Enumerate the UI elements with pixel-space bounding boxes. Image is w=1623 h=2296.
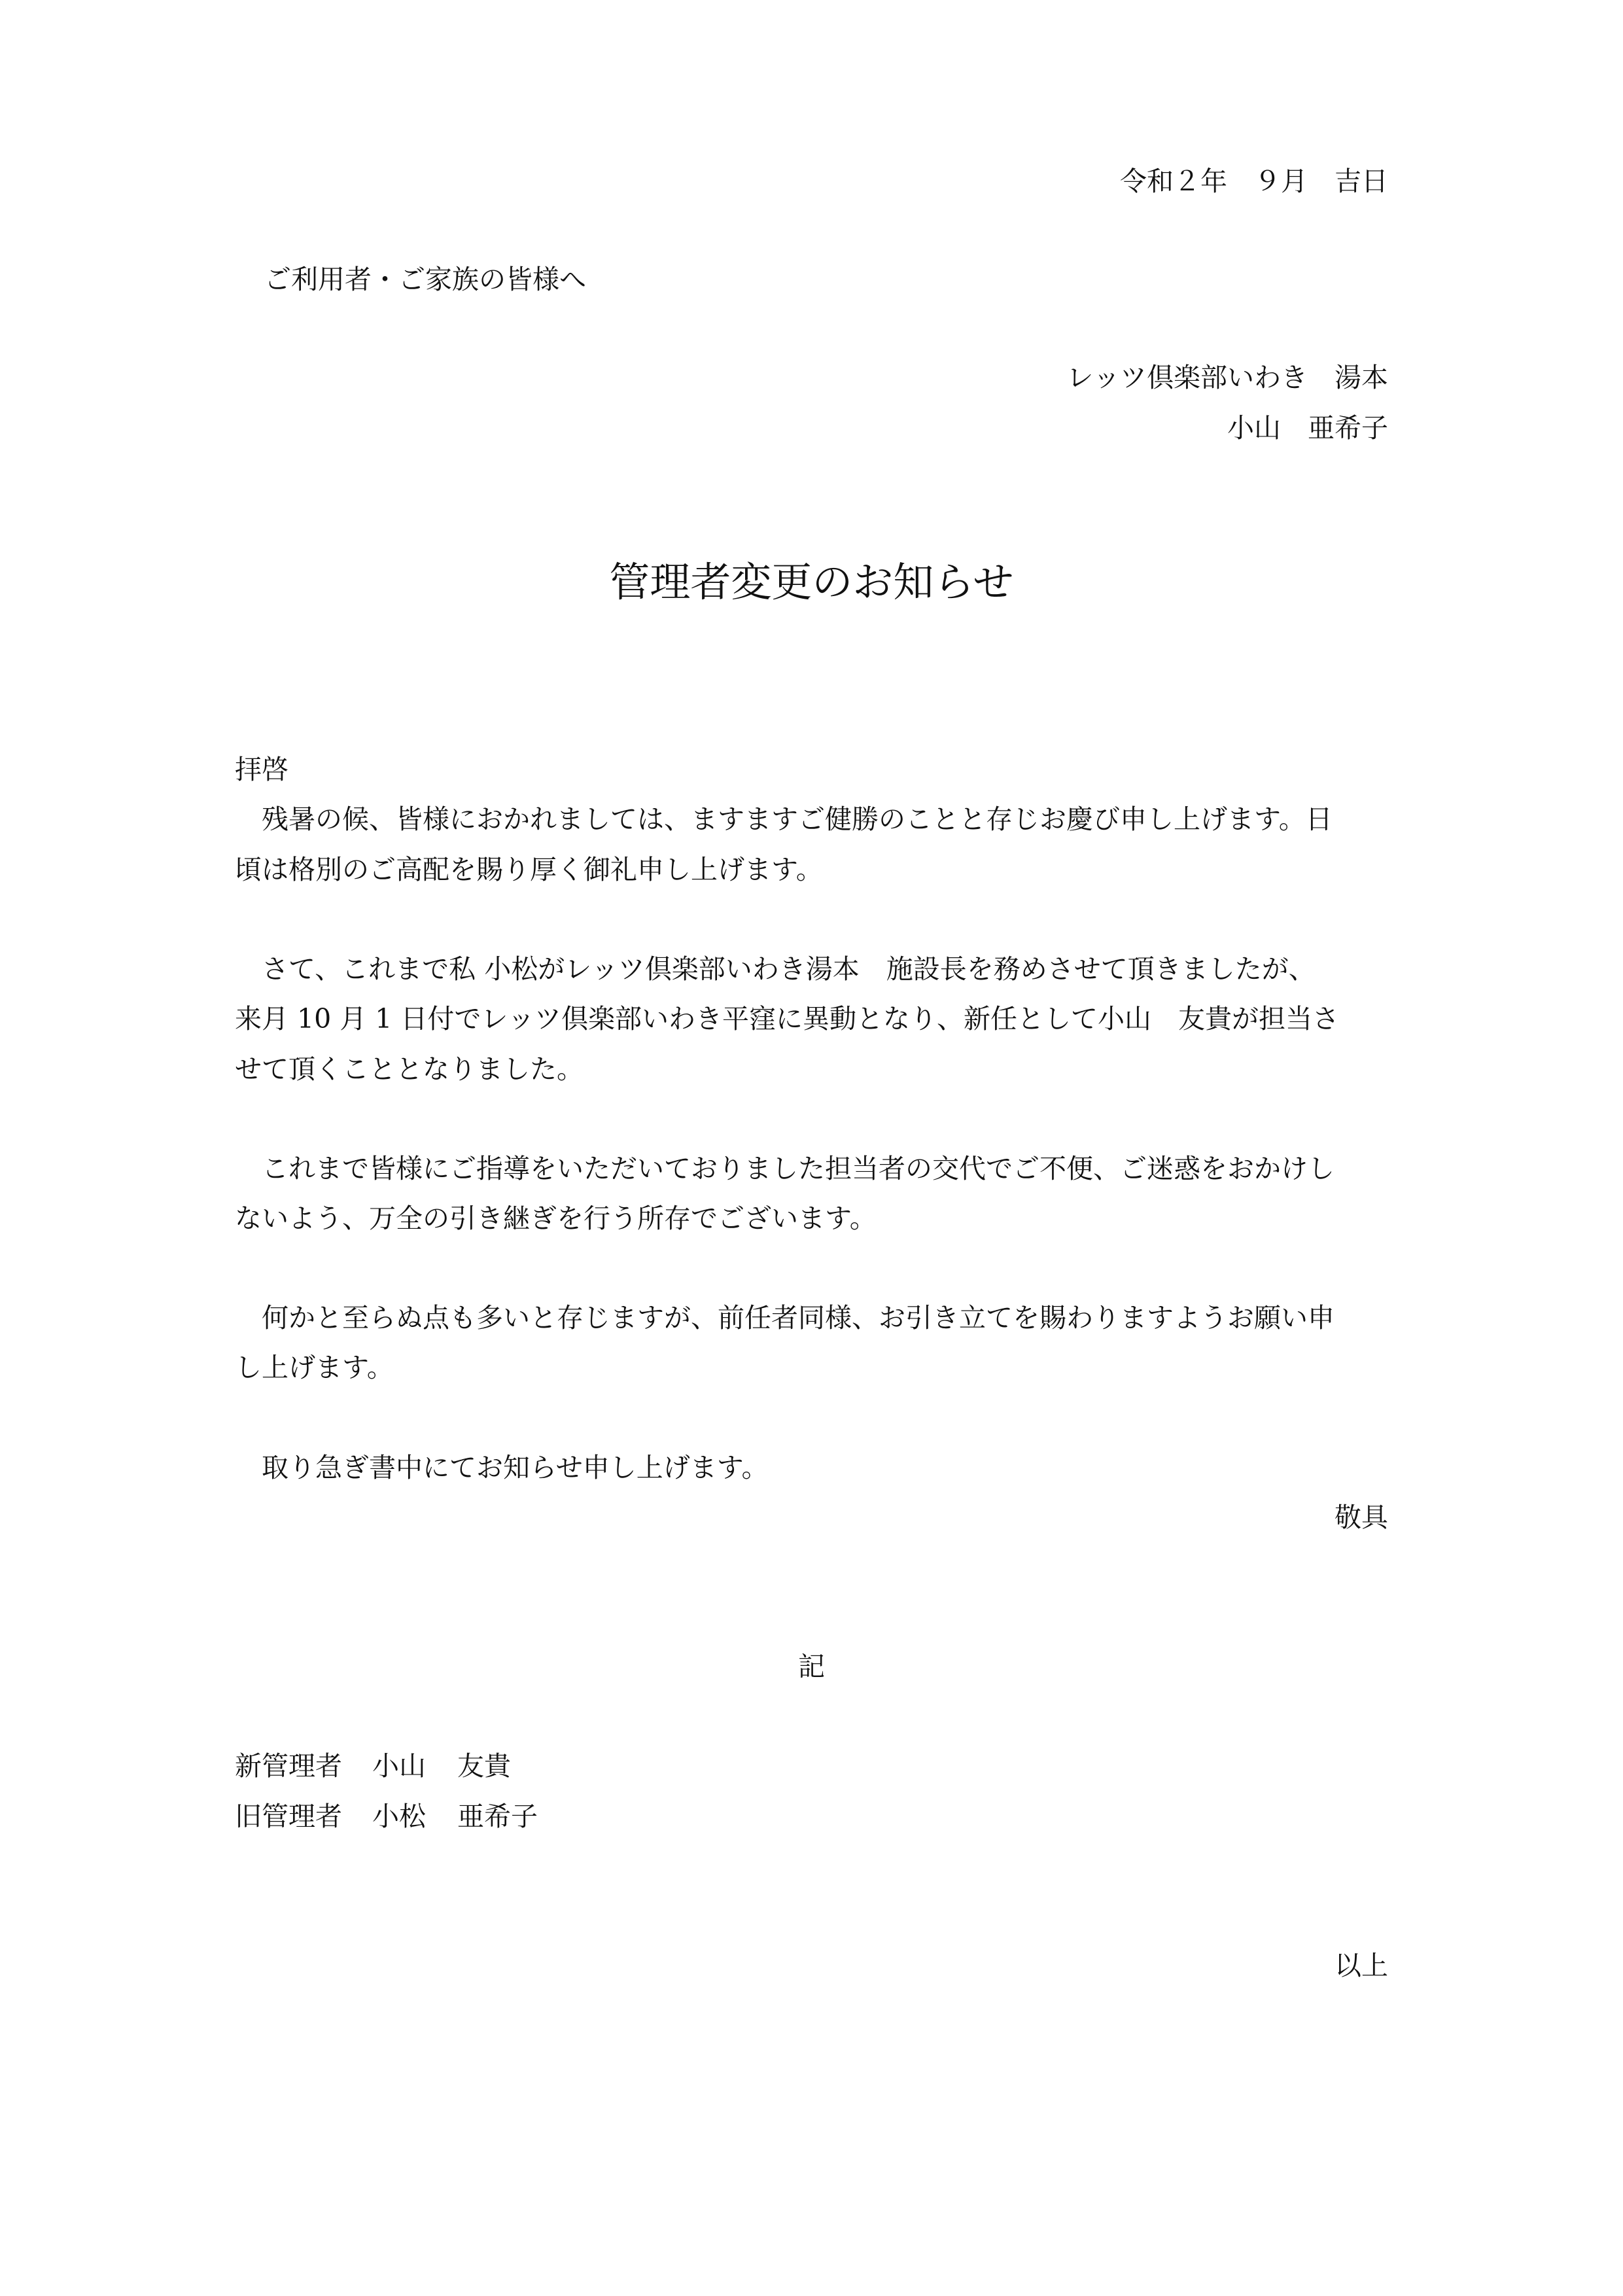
date-line: 令和２年 ９月 吉日 (1120, 166, 1388, 197)
record-row-new (235, 1746, 511, 1786)
salutation: 拝啓 (235, 754, 288, 785)
record-label: 旧管理者 (235, 1801, 342, 1832)
end-mark: 以上 (1335, 1950, 1388, 1981)
body-line-5: せて頂くこととなりました。 (235, 1053, 584, 1085)
body-line-2: 頃は格別のご高配を賜り厚く御礼申し上げます。 (235, 854, 823, 885)
sender-name: 小山 亜希子 (1227, 412, 1388, 444)
addressee-line: ご利用者・ご家族の皆様へ (264, 264, 586, 295)
sender-organization: レッツ倶楽部いわき 湯本 (1066, 362, 1388, 393)
body-line-7: ないよう、万全の引き継ぎを行う所存でございます。 (235, 1203, 877, 1234)
body-line-4: 来月 10 月 1 日付でレッツ倶楽部いわき平窪に異動となり、新任として小山 友貴が担当さ (235, 1003, 1339, 1034)
body-line-3: さて、これまで私 小松がレッツ倶楽部いわき湯本 施設長を務めさせて頂きましたが、 (235, 953, 1316, 985)
body-line-1: 残暑の候、皆様におかれましては、ますますご健勝のことと存じお慶び申し上げます。日 (235, 804, 1333, 835)
record-heading: 記 (798, 1651, 825, 1682)
document-title: 管理者変更のお知らせ (609, 558, 1014, 606)
body-line-8: 何かと至らぬ点も多いと存じますが、前任者同様、お引き立てを賜わりますようお願い申 (235, 1302, 1335, 1333)
record-label: 新管理者 (235, 1750, 342, 1782)
body-line-10: 取り急ぎ書中にてお知らせ申し上げます。 (235, 1452, 769, 1483)
closing: 敬具 (1335, 1502, 1388, 1533)
record-family-name: 小山 (372, 1750, 426, 1782)
record-row-old (235, 1797, 538, 1836)
record-given-name: 亜希子 (457, 1801, 538, 1832)
record-given-name: 友貴 (457, 1750, 511, 1782)
body-line-6: これまで皆様にご指導をいただいておりました担当者の交代でご不便、ご迷惑をおかけし (235, 1153, 1335, 1184)
body-line-9: し上げます。 (235, 1352, 394, 1383)
record-family-name: 小松 (372, 1801, 426, 1832)
